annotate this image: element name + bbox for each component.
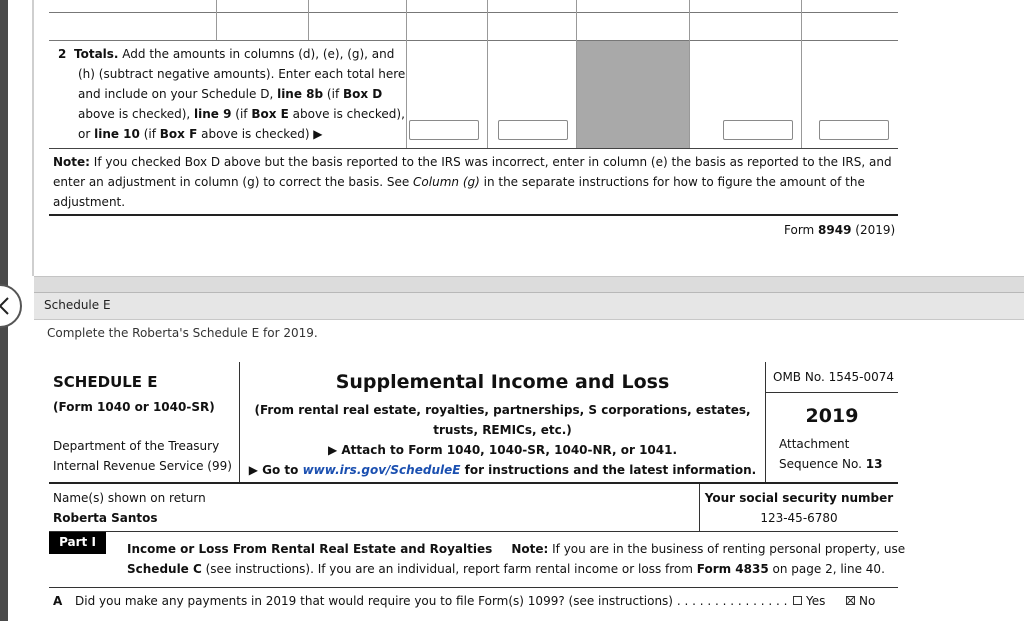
total-proceeds-input[interactable] <box>409 120 479 140</box>
ssn-label: Your social security number <box>704 491 894 505</box>
divider <box>49 148 898 149</box>
line-2-text-1: 2 Totals. Add the amounts in columns (d), (e), (g), and <box>58 47 395 61</box>
sequence-number: Sequence No. 13 <box>779 457 883 471</box>
schedule-title: Supplemental Income and Loss <box>335 371 670 393</box>
divider <box>49 531 898 532</box>
line-2-text-5: or line 10 (if Box F above is checked) ▶ <box>78 127 323 141</box>
column-divider <box>487 0 488 148</box>
note-line-2: enter an adjustment in column (g) to correct the basis. See Column (g) in the separate instructions for how to figure the amount of the <box>53 175 865 189</box>
schedule-name: SCHEDULE E <box>53 373 158 391</box>
schedule-subtitle-1: (From rental real estate, royalties, partnerships, S corporations, estates, <box>254 403 751 417</box>
total-adjustment-input[interactable] <box>723 120 793 140</box>
line-2-text-3: and include on your Schedule D, line 8b (if Box D <box>78 87 383 101</box>
divider <box>49 587 898 588</box>
irs-link[interactable]: www.irs.gov/ScheduleE <box>302 463 461 477</box>
section-header <box>34 292 1024 320</box>
divider <box>49 214 898 216</box>
column-divider <box>801 0 802 148</box>
attachment-label: Attachment <box>779 437 850 451</box>
line-a-question: Did you make any payments in 2019 that would require you to file Form(s) 1099? (see instructions) . . . . . . . . . . . . . . . <box>75 594 788 608</box>
yes-option[interactable]: Yes <box>793 591 825 611</box>
schedule-subtitle-2: trusts, REMICs, etc.) <box>433 423 572 437</box>
section-separator <box>34 276 1024 293</box>
line-2-text-2: (h) (subtract negative amounts). Enter each total here <box>78 67 406 81</box>
name-label: Name(s) shown on return <box>53 491 206 505</box>
shaded-cell-column-f <box>577 41 689 148</box>
column-divider <box>216 0 217 40</box>
part-i-header-line-2: Schedule C (see instructions). If you are an individual, report farm rental income or loss from Form 4835 on page 2, line 40. <box>127 562 885 576</box>
schedule-form-ref: (Form 1040 or 1040-SR) <box>53 400 215 414</box>
divider <box>766 392 898 393</box>
part-i-label: Part I <box>49 532 106 554</box>
total-cost-basis-input[interactable] <box>498 120 568 140</box>
divider <box>49 482 898 484</box>
name-value: Roberta Santos <box>53 511 158 525</box>
column-divider <box>308 0 309 40</box>
note-line-3: adjustment. <box>53 195 126 209</box>
omb-number: OMB No. 1545-0074 <box>773 370 894 384</box>
section-instruction: Complete the Roberta's Schedule E for 2019. <box>47 326 318 340</box>
ssn-value: 123-45-6780 <box>760 511 838 525</box>
form-left-border <box>32 0 34 276</box>
line-2-text-4: above is checked), line 9 (if Box E above is checked), <box>78 107 405 121</box>
attach-instruction: ▶ Attach to Form 1040, 1040-SR, 1040-NR, or 1041. <box>327 443 678 457</box>
goto-instruction: ▶ Go to www.irs.gov/ScheduleE for instructions and the latest information. <box>248 463 757 477</box>
yes-checkbox[interactable] <box>793 596 802 605</box>
column-divider <box>689 0 690 148</box>
department: Department of the Treasury <box>53 439 220 453</box>
table-row-divider <box>49 40 898 41</box>
section-title: Schedule E <box>44 298 111 312</box>
irs-agency: Internal Revenue Service (99) <box>53 459 232 473</box>
chevron-left-icon <box>0 296 10 316</box>
total-gain-loss-input[interactable] <box>819 120 889 140</box>
no-option[interactable]: No <box>846 591 875 611</box>
part-i-header-line-1: Income or Loss From Rental Real Estate and Royalties Note: If you are in the business of renting personal property, use <box>127 542 906 556</box>
form-8949-footer: Form 8949 (2019) <box>784 223 896 237</box>
table-row-divider <box>49 12 898 13</box>
tax-year: 2019 <box>805 405 859 427</box>
column-divider <box>406 0 407 148</box>
note-line-1: Note: If you checked Box D above but the basis reported to the IRS was incorrect, enter in column (e) the basis as reported to the IRS, and <box>53 155 892 169</box>
no-checkbox[interactable] <box>846 596 855 605</box>
line-a-label: A <box>53 594 63 608</box>
